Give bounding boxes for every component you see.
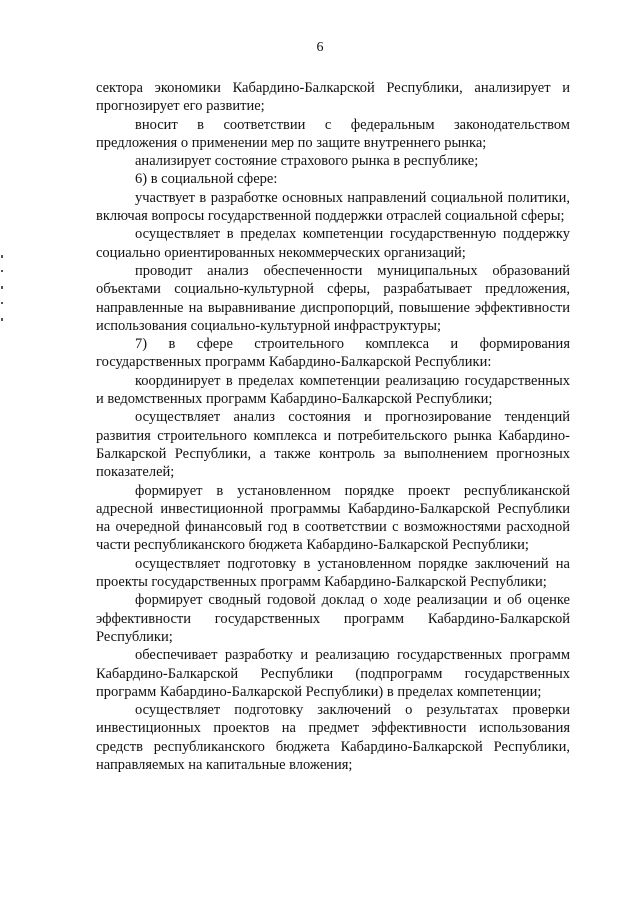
scan-edge-mark xyxy=(1,318,3,321)
scan-edge-mark xyxy=(1,255,3,258)
paragraph: сектора экономики Кабардино-Балкарской Республики, анализирует и прогнозирует его развитие; xyxy=(96,80,570,115)
paragraph: вносит в соответствии с федеральным законодательством предложения о применении мер по защите внутреннего рынка; xyxy=(96,116,570,151)
paragraph: формирует в установленном порядке проект республиканской адресной инвестиционной программы Кабардино-Балкарской Республики на очередной финансовый год в соответствии с возможностями расходной части республиканского бюджета Кабардино-Балкарской Республики; xyxy=(96,482,570,554)
page-number: 6 xyxy=(316,40,324,55)
paragraph: анализирует состояние страхового рынка в республике; xyxy=(135,153,479,170)
paragraph: осуществляет в пределах компетенции государственную поддержку социально ориентированных некоммерческих организаций; xyxy=(96,226,570,261)
scan-edge-mark xyxy=(1,302,3,304)
scan-edge-mark xyxy=(1,286,3,289)
section-heading: 7) в сфере строительного комплекса и формирования государственных программ Кабардино-Балкарской Республики: xyxy=(96,336,570,371)
paragraph: формирует сводный годовой доклад о ходе реализации и об оценке эффективности государственных программ Кабардино-Балкарской Республики; xyxy=(96,592,570,645)
paragraph: участвует в разработке основных направлений социальной политики, включая вопросы государственной поддержки отраслей социальной сферы; xyxy=(96,189,570,225)
document-body xyxy=(96,79,570,774)
paragraph: проводит анализ обеспеченности муниципальных образований объектами социально-культурной сферы, разрабатывает предложения, направленные на выравнивание диспропорций, повышение эффективности использования социально-культурной инфраструктуры; xyxy=(96,262,570,334)
scan-edge-mark xyxy=(1,270,3,272)
paragraph: обеспечивает разработку и реализацию государственных программ Кабардино-Балкарской Республики (подпрограмм государственных программ Кабардино-Балкарской Республики) в пределах компетенции; xyxy=(96,647,570,700)
section-heading: 6) в социальной сфере: xyxy=(135,171,278,188)
paragraph: осуществляет подготовку в установленном порядке заключений на проекты государственных программ Кабардино-Балкарской Республики; xyxy=(96,555,570,591)
paragraph: координирует в пределах компетенции реализацию государственных и ведомственных программ Кабардино-Балкарской Республики; xyxy=(96,372,570,408)
paragraph: осуществляет подготовку заключений о результатах проверки инвестиционных проектов на предмет эффективности использования средств республиканского бюджета Кабардино-Балкарской Республики, направляемых на капитальные вложения; xyxy=(96,702,570,773)
paragraph: осуществляет анализ состояния и прогнозирование тенденций развития строительного комплекса и потребительского рынка Кабардино-Балкарской Республики, а также контроль за выполнением прогнозных показателей; xyxy=(96,409,570,481)
